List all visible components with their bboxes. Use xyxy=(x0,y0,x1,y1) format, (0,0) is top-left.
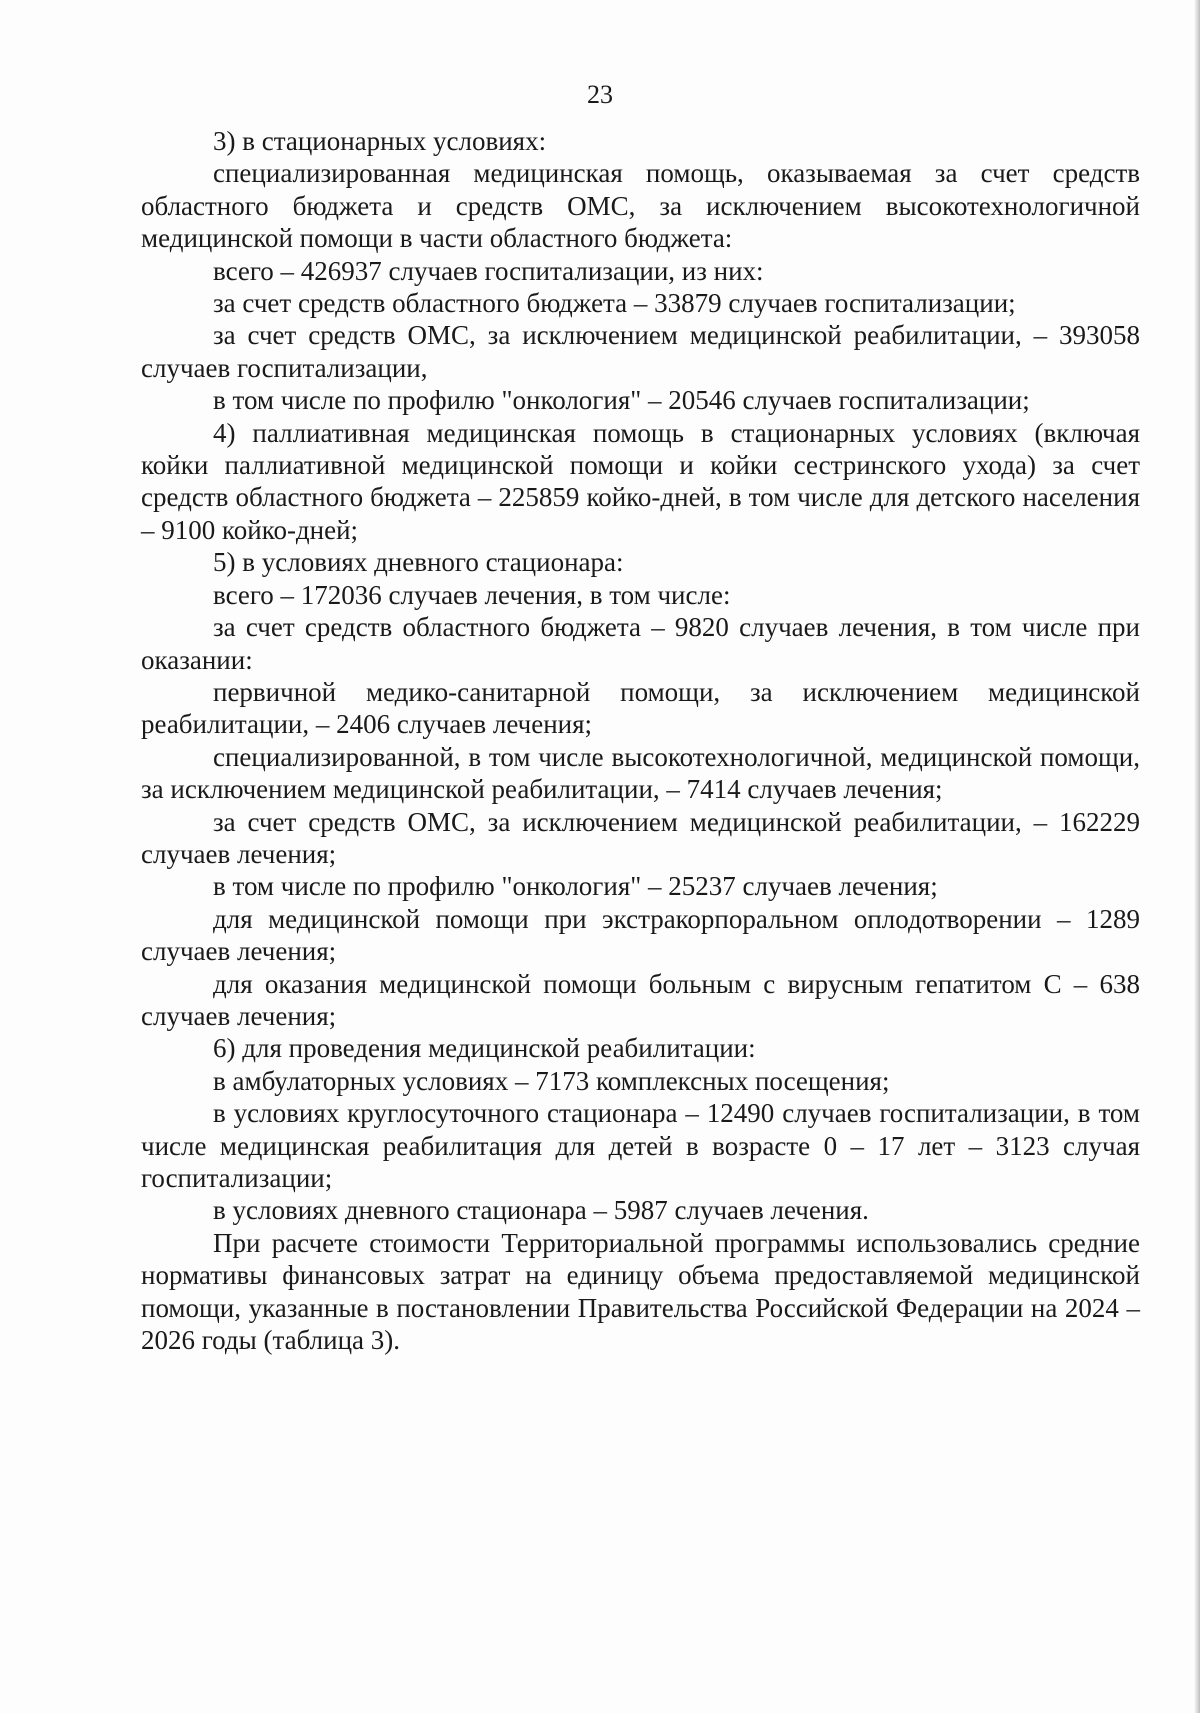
paragraph-rehabilitation-heading: 6) для проведения медицинской реабилитации: xyxy=(213,1033,756,1064)
paragraph-regional-budget-treatment: за счет средств областного бюджета – 9820 случаев лечения, в том числе при оказании: xyxy=(141,612,1140,675)
paragraph-oncology-treatment: в том числе по профилю "онкология" – 25237 случаев лечения; xyxy=(213,871,938,902)
paragraph-regional-budget-hospitalizations: за счет средств областного бюджета – 33879 случаев госпитализации; xyxy=(213,288,1016,319)
document-body xyxy=(141,125,1140,1356)
paragraph-specialized-care: специализированная медицинская помощь, оказываемая за счет средств областного бюджета и средств ОМС, за исключением высокотехнологичной медицинской помощи в части областного бюджета: xyxy=(141,158,1140,254)
paragraph-outpatient-rehabilitation: в амбулаторных условиях – 7173 комплексных посещения; xyxy=(213,1065,890,1096)
paragraph-palliative-care: 4) паллиативная медицинская помощь в стационарных условиях (включая койки паллиативной медицинской помощи и койки сестринского ухода) за счет средств областного бюджета – 225859 койко-дней, в том числе для детского населения – 9100 койко-дней; xyxy=(141,417,1140,545)
scan-edge-shadow xyxy=(1194,0,1200,1713)
paragraph-hepatitis-c: для оказания медицинской помощи больным с вирусным гепатитом С – 638 случаев лечения; xyxy=(141,968,1140,1031)
paragraph-oms-hospitalizations: за счет средств ОМС, за исключением медицинской реабилитации, – 393058 случаев госпитализации, xyxy=(141,320,1140,383)
paragraph-oncology-hospitalizations: в том числе по профилю "онкология" – 20546 случаев госпитализации; xyxy=(213,385,1030,416)
paragraph-total-treatment-cases: всего – 172036 случаев лечения, в том числе: xyxy=(213,579,731,610)
paragraph-primary-care: первичной медико-санитарной помощи, за исключением медицинской реабилитации, – 2406 случаев лечения; xyxy=(141,676,1140,740)
paragraph-specialized-high-tech: специализированной, в том числе высокотехнологичной, медицинской помощи, за исключением медицинской реабилитации, – 7414 случаев лечения; xyxy=(141,741,1140,805)
paragraph-total-hospitalizations: всего – 426937 случаев госпитализации, из них: xyxy=(213,255,764,286)
paragraph-ivf: для медицинской помощи при экстракорпоральном оплодотворении – 1289 случаев лечения; xyxy=(141,903,1140,967)
page-number: 23 xyxy=(587,80,613,109)
paragraph-oms-treatment: за счет средств ОМС, за исключением медицинской реабилитации, – 162229 случаев лечения; xyxy=(141,806,1140,869)
paragraph-round-the-clock-rehabilitation: в условиях круглосуточного стационара – 12490 случаев госпитализации, в том числе медицинская реабилитация для детей в возрасте 0 – 17 лет – 3123 случая госпитализации; xyxy=(141,1098,1140,1193)
paragraph-day-hospital-heading: 5) в условиях дневного стационара: xyxy=(213,547,624,578)
paragraph-cost-calculation: При расчете стоимости Территориальной программы использовались средние нормативы финансовых затрат на единицу объема предоставляемой медицинской помощи, указанные в постановлении Правительства Российской Федерации на 2024 – 2026 годы (таблица 3). xyxy=(141,1227,1140,1356)
paragraph-day-hospital-rehabilitation: в условиях дневного стационара – 5987 случаев лечения. xyxy=(213,1195,869,1226)
paragraph-inpatient-heading: 3) в стационарных условиях: xyxy=(213,126,547,156)
